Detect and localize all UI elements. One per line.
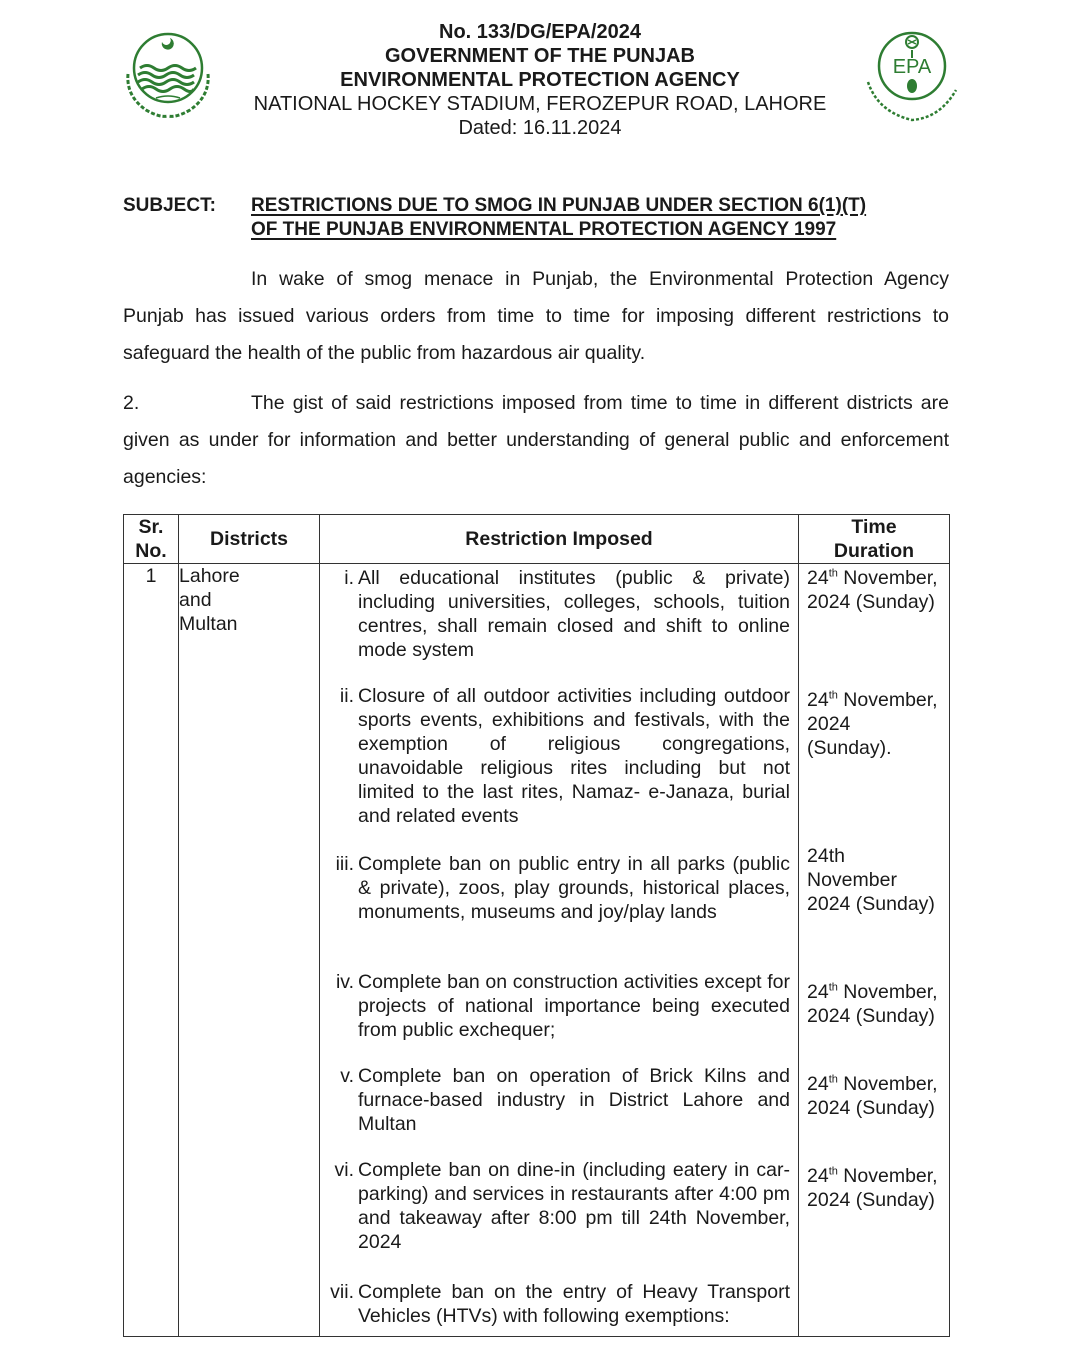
duration-item [799, 980, 949, 1028]
subject-label: SUBJECT: [123, 195, 216, 216]
duration-line: 2024 (Sunday) [807, 1005, 935, 1027]
district-line: Lahore [179, 565, 240, 587]
duration-line: 24th [807, 845, 845, 867]
document-date: Dated: 16.11.2024 [458, 117, 622, 139]
reference-number: No. 133/DG/EPA/2024 [439, 21, 641, 43]
header-districts: Districts [179, 515, 320, 564]
restriction-item [320, 1064, 798, 1136]
duration-item [799, 1072, 949, 1120]
restriction-numeral: i. [344, 567, 354, 589]
duration-line: 24th November, [807, 567, 938, 589]
duration-line: 24th November, [807, 1073, 938, 1095]
subject-text [251, 194, 953, 242]
duration-item [799, 844, 949, 916]
duration-item [799, 688, 949, 760]
restriction-numeral: ii. [339, 685, 354, 707]
table-header-row [124, 515, 950, 564]
restriction-numeral: vi. [334, 1159, 354, 1181]
header-sr-line1: Sr. [138, 516, 164, 538]
punjab-government-emblem-icon [118, 24, 218, 124]
restriction-numeral: vii. [330, 1281, 354, 1303]
duration-item [799, 566, 949, 614]
restriction-item [320, 970, 798, 1042]
duration-line: 24th November, [807, 689, 938, 711]
restriction-text: Complete ban on public entry in all parks (public & private), zoos, play grounds, historical places, monuments, museums and joy/play lands [358, 853, 790, 923]
header-sr-no [124, 515, 179, 564]
row-durations [799, 564, 950, 1337]
duration-line: 2024 (Sunday) [807, 1189, 935, 1211]
district-line: Multan [179, 613, 238, 635]
restriction-text: Complete ban on construction activities except for projects of national importance being executed from public exchequer; [358, 971, 790, 1041]
restrictions-table [123, 514, 950, 1337]
paragraph-2 [123, 385, 949, 496]
restriction-text: Complete ban on dine-in (including eatery in car-parking) and services in restaurants after 4:00 pm and takeaway after 8:00 pm till 24th November, 2024 [358, 1159, 790, 1253]
row-restrictions [320, 564, 799, 1337]
row-districts [179, 564, 320, 1337]
restriction-text: Complete ban on the entry of Heavy Transport Vehicles (HTVs) with following exemptions: [358, 1281, 790, 1327]
restriction-numeral: iv. [335, 971, 354, 993]
restriction-text: Complete ban on operation of Brick Kilns and furnace-based industry in District Lahore and Multan [358, 1065, 790, 1135]
letterhead [220, 20, 860, 140]
duration-line: 2024 (Sunday) [807, 1097, 935, 1119]
header-time-line2: Duration [833, 540, 915, 562]
header-restriction: Restriction Imposed [320, 515, 799, 564]
subject-line-2: OF THE PUNJAB ENVIRONMENTAL PROTECTION AGENCY 1997 [251, 219, 837, 240]
paragraph-2-text: The gist of said restrictions imposed from time to time in different districts are given as under for information and better understanding of general public and enforcement agencies: [123, 392, 949, 488]
epa-logo-text: EPA [892, 56, 932, 78]
duration-line: 2024 (Sunday) [807, 591, 935, 613]
duration-line: (Sunday). [807, 737, 892, 759]
header-time-line1: Time [851, 516, 897, 538]
district-line: and [179, 589, 212, 611]
subject-line-1: RESTRICTIONS DUE TO SMOG IN PUNJAB UNDER SECTION 6(1)(T) [251, 195, 867, 216]
duration-line: 24th November, [807, 981, 938, 1003]
restriction-text: Closure of all outdoor activities including outdoor sports events, exhibitions and festivals, with the exemption of religious congregations, unavoidable religious rites including but not limited to the last rites, Namaz- e-Janaza, burial and related events [358, 685, 790, 827]
duration-item [799, 1164, 949, 1212]
duration-line: 2024 [807, 713, 851, 735]
restriction-numeral: iii. [335, 853, 354, 875]
restriction-numeral: v. [340, 1065, 354, 1087]
government-name: GOVERNMENT OF THE PUNJAB [384, 45, 696, 67]
restriction-item [320, 1280, 798, 1328]
row-sr-no: 1 [124, 564, 179, 1337]
restriction-item [320, 1158, 798, 1254]
header-sr-line2: No. [135, 540, 167, 562]
paragraph-number: 2. [123, 392, 140, 414]
epa-emblem-icon [850, 20, 968, 132]
table-row [124, 564, 950, 1337]
agency-address: NATIONAL HOCKEY STADIUM, FEROZEPUR ROAD, LAHORE [253, 93, 827, 115]
duration-line: 2024 (Sunday) [807, 893, 935, 915]
paragraph-1: In wake of smog menace in Punjab, the Environmental Protection Agency Punjab has issued various orders from time to time for imposing different restrictions to safeguard the health of the public from hazardous air quality. [123, 268, 949, 364]
restriction-item [320, 684, 798, 828]
header-time-duration [799, 515, 950, 564]
restriction-item [320, 852, 798, 924]
duration-line: November [807, 869, 897, 891]
agency-name: ENVIRONMENTAL PROTECTION AGENCY [340, 69, 740, 91]
restriction-item [320, 566, 798, 662]
duration-line: 24th November, [807, 1165, 938, 1187]
restriction-text: All educational institutes (public & private) including universities, colleges, schools, tuition centres, shall remain closed and shift to online mode system [358, 567, 790, 661]
